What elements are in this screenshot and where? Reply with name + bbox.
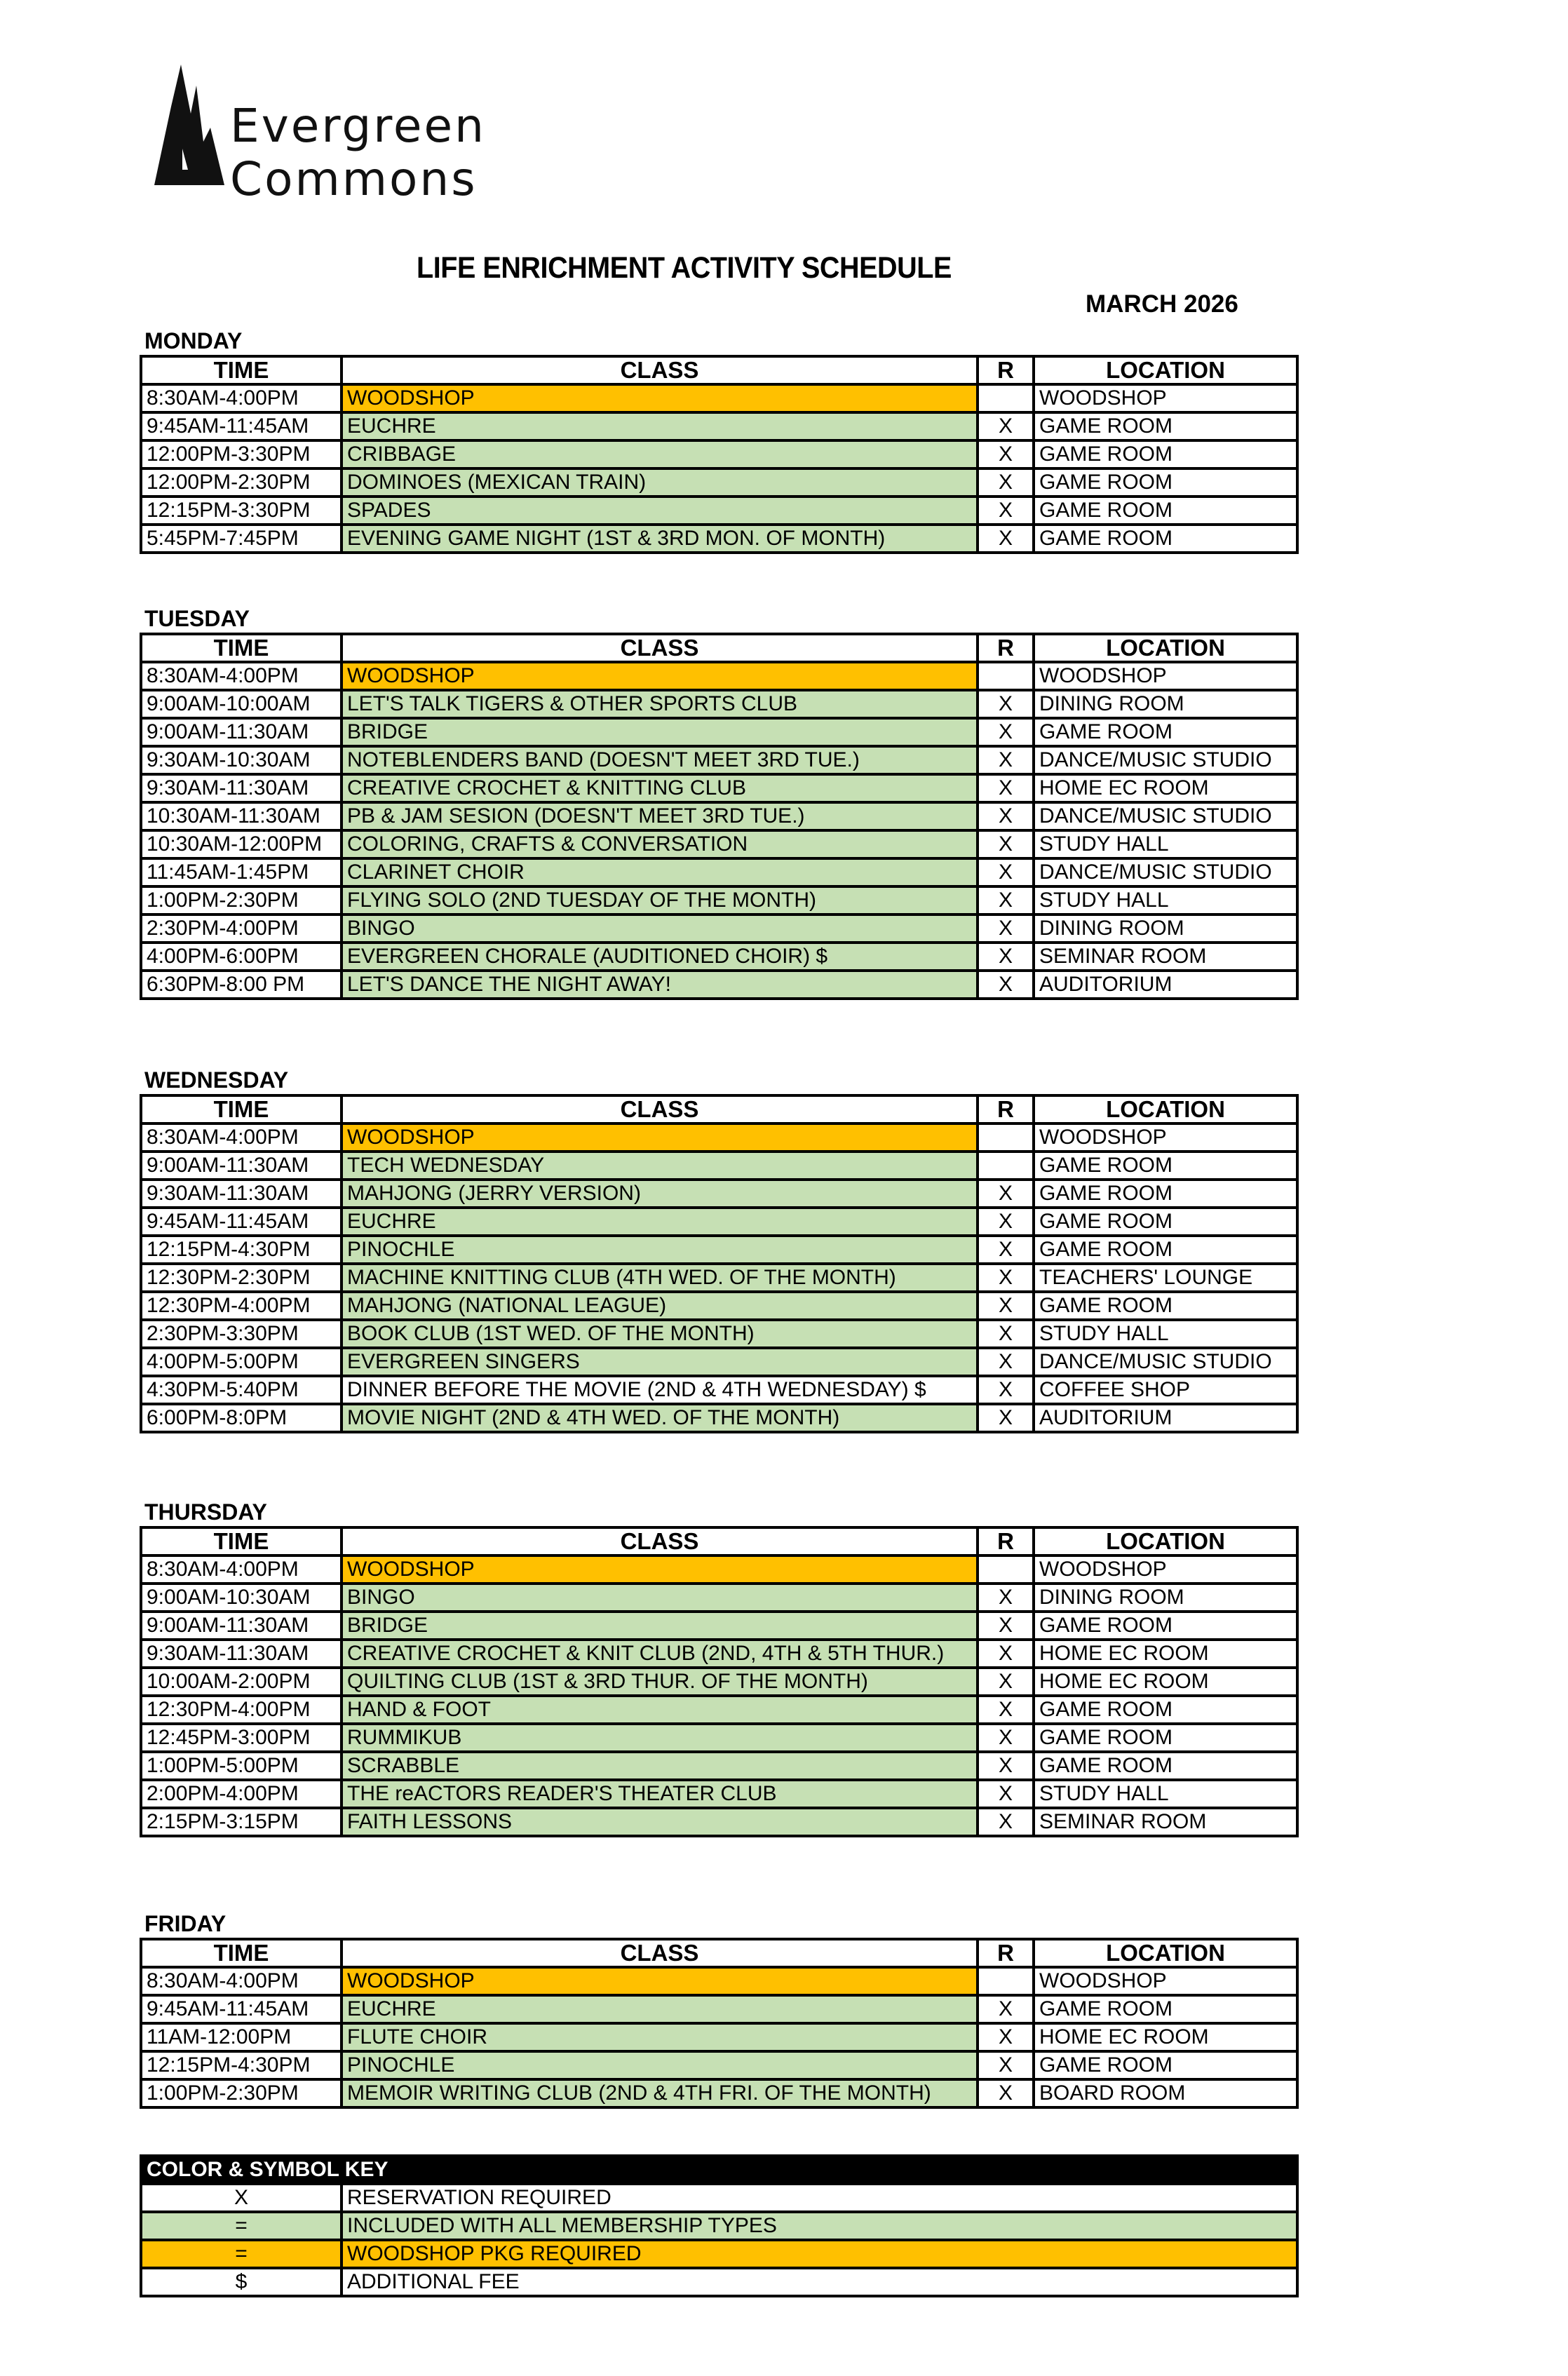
time-cell: 9:45AM-11:45AM xyxy=(141,1208,342,1236)
reservation-cell: X xyxy=(978,497,1034,525)
location-cell: GAME ROOM xyxy=(1034,1696,1297,1724)
reservation-cell: X xyxy=(978,2079,1034,2107)
reservation-cell: X xyxy=(978,914,1034,943)
r-header: R xyxy=(978,634,1034,662)
reservation-cell: X xyxy=(978,1348,1034,1376)
location-cell: COFFEE SHOP xyxy=(1034,1376,1297,1404)
time-cell: 9:30AM-10:30AM xyxy=(141,746,342,774)
location-cell: GAME ROOM xyxy=(1034,1180,1297,1208)
table-row xyxy=(141,1404,1297,1432)
class-header: CLASS xyxy=(342,1939,978,1967)
time-cell: 2:30PM-3:30PM xyxy=(141,1320,342,1348)
class-cell: CREATIVE CROCHET & KNIT CLUB (2ND, 4TH & 5TH THUR.) xyxy=(342,1640,978,1668)
class-cell: BRIDGE xyxy=(342,718,978,746)
location-cell: WOODSHOP xyxy=(1034,1555,1297,1584)
reservation-cell: X xyxy=(978,774,1034,802)
r-header: R xyxy=(978,356,1034,384)
tree-logo-icon xyxy=(154,65,224,191)
time-cell: 9:00AM-11:30AM xyxy=(141,1612,342,1640)
location-cell: AUDITORIUM xyxy=(1034,971,1297,999)
time-cell: 9:00AM-10:00AM xyxy=(141,690,342,718)
schedule-table-tuesday xyxy=(140,633,1299,1000)
class-cell: MAHJONG (JERRY VERSION) xyxy=(342,1180,978,1208)
day-label-tuesday: TUESDAY xyxy=(144,606,250,631)
time-cell: 9:30AM-11:30AM xyxy=(141,774,342,802)
table-header-row xyxy=(141,1095,1297,1123)
table-row xyxy=(141,2023,1297,2051)
class-cell: EUCHRE xyxy=(342,1995,978,2023)
table-row xyxy=(141,1668,1297,1696)
time-cell: 12:15PM-4:30PM xyxy=(141,1236,342,1264)
class-cell: EUCHRE xyxy=(342,1208,978,1236)
location-cell: GAME ROOM xyxy=(1034,412,1297,440)
location-cell: STUDY HALL xyxy=(1034,830,1297,858)
time-cell: 12:30PM-4:00PM xyxy=(141,1292,342,1320)
location-cell: WOODSHOP xyxy=(1034,384,1297,412)
table-row xyxy=(141,1584,1297,1612)
class-cell: LET'S TALK TIGERS & OTHER SPORTS CLUB xyxy=(342,690,978,718)
time-cell: 9:00AM-10:30AM xyxy=(141,1584,342,1612)
class-header: CLASS xyxy=(342,1095,978,1123)
reservation-cell: X xyxy=(978,1696,1034,1724)
class-cell: MOVIE NIGHT (2ND & 4TH WED. OF THE MONTH) xyxy=(342,1404,978,1432)
table-row xyxy=(141,830,1297,858)
location-cell: GAME ROOM xyxy=(1034,1612,1297,1640)
key-symbol: = xyxy=(141,2212,342,2240)
schedule-table-friday xyxy=(140,1938,1299,2109)
table-header-row xyxy=(141,1527,1297,1555)
reservation-cell: X xyxy=(978,2051,1034,2079)
day-label-wednesday: WEDNESDAY xyxy=(144,1067,289,1093)
reservation-cell: X xyxy=(978,1612,1034,1640)
reservation-cell: X xyxy=(978,468,1034,497)
reservation-cell: X xyxy=(978,1808,1034,1836)
table-header-row xyxy=(141,634,1297,662)
reservation-cell: X xyxy=(978,2023,1034,2051)
page-title: LIFE ENRICHMENT ACTIVITY SCHEDULE xyxy=(417,251,952,285)
time-cell: 2:00PM-4:00PM xyxy=(141,1780,342,1808)
table-row xyxy=(141,886,1297,914)
location-cell: WOODSHOP xyxy=(1034,662,1297,690)
class-cell: BINGO xyxy=(342,1584,978,1612)
time-cell: 11:45AM-1:45PM xyxy=(141,858,342,886)
class-cell: BINGO xyxy=(342,914,978,943)
key-meaning: INCLUDED WITH ALL MEMBERSHIP TYPES xyxy=(342,2212,1297,2240)
table-row xyxy=(141,858,1297,886)
location-cell: GAME ROOM xyxy=(1034,2051,1297,2079)
table-row xyxy=(141,690,1297,718)
location-cell: WOODSHOP xyxy=(1034,1123,1297,1152)
time-cell: 6:00PM-8:0PM xyxy=(141,1404,342,1432)
reservation-cell: X xyxy=(978,1180,1034,1208)
reservation-cell: X xyxy=(978,1668,1034,1696)
table-row xyxy=(141,1236,1297,1264)
time-cell: 1:00PM-2:30PM xyxy=(141,886,342,914)
time-header: TIME xyxy=(141,634,342,662)
table-row xyxy=(141,1640,1297,1668)
time-cell: 12:15PM-4:30PM xyxy=(141,2051,342,2079)
reservation-cell: X xyxy=(978,802,1034,830)
location-cell: GAME ROOM xyxy=(1034,440,1297,468)
class-cell: FLYING SOLO (2ND TUESDAY OF THE MONTH) xyxy=(342,886,978,914)
key-symbol: X xyxy=(141,2184,342,2212)
reservation-cell: X xyxy=(978,1640,1034,1668)
key-row xyxy=(141,2212,1297,2240)
class-cell: CRIBBAGE xyxy=(342,440,978,468)
day-label-thursday: THURSDAY xyxy=(144,1499,267,1525)
location-cell: BOARD ROOM xyxy=(1034,2079,1297,2107)
reservation-cell: X xyxy=(978,858,1034,886)
location-cell: STUDY HALL xyxy=(1034,1780,1297,1808)
reservation-cell xyxy=(978,1967,1034,1995)
location-header: LOCATION xyxy=(1034,1939,1297,1967)
table-row xyxy=(141,1376,1297,1404)
class-header: CLASS xyxy=(342,1527,978,1555)
time-cell: 9:45AM-11:45AM xyxy=(141,412,342,440)
class-cell: EVERGREEN SINGERS xyxy=(342,1348,978,1376)
reservation-cell xyxy=(978,384,1034,412)
day-label-friday: FRIDAY xyxy=(144,1911,227,1936)
location-cell: DANCE/MUSIC STUDIO xyxy=(1034,858,1297,886)
table-row xyxy=(141,525,1297,553)
location-cell: HOME EC ROOM xyxy=(1034,1640,1297,1668)
reservation-cell: X xyxy=(978,943,1034,971)
reservation-cell: X xyxy=(978,1780,1034,1808)
key-symbol: $ xyxy=(141,2268,342,2296)
time-cell: 12:30PM-2:30PM xyxy=(141,1264,342,1292)
reservation-cell: X xyxy=(978,1724,1034,1752)
table-header-row xyxy=(141,1939,1297,1967)
reservation-cell xyxy=(978,1123,1034,1152)
reservation-cell: X xyxy=(978,1208,1034,1236)
schedule-month: MARCH 2026 xyxy=(1086,290,1238,318)
reservation-cell: X xyxy=(978,746,1034,774)
table-row xyxy=(141,1724,1297,1752)
reservation-cell xyxy=(978,1555,1034,1584)
class-cell: CREATIVE CROCHET & KNITTING CLUB xyxy=(342,774,978,802)
evergreen-commons-logo xyxy=(154,65,519,206)
reservation-cell: X xyxy=(978,412,1034,440)
class-cell: MACHINE KNITTING CLUB (4TH WED. OF THE MONTH) xyxy=(342,1264,978,1292)
reservation-cell: X xyxy=(978,1376,1034,1404)
table-row xyxy=(141,914,1297,943)
schedule-table-monday xyxy=(140,355,1299,554)
time-cell: 4:00PM-5:00PM xyxy=(141,1348,342,1376)
class-cell: WOODSHOP xyxy=(342,662,978,690)
table-row xyxy=(141,1123,1297,1152)
class-cell: SPADES xyxy=(342,497,978,525)
location-cell: SEMINAR ROOM xyxy=(1034,1808,1297,1836)
time-cell: 11AM-12:00PM xyxy=(141,2023,342,2051)
location-cell: DANCE/MUSIC STUDIO xyxy=(1034,746,1297,774)
table-row xyxy=(141,1780,1297,1808)
table-row xyxy=(141,412,1297,440)
location-cell: HOME EC ROOM xyxy=(1034,2023,1297,2051)
location-header: LOCATION xyxy=(1034,634,1297,662)
table-row xyxy=(141,440,1297,468)
location-cell: SEMINAR ROOM xyxy=(1034,943,1297,971)
location-cell: GAME ROOM xyxy=(1034,1152,1297,1180)
logo-line1: Evergreen xyxy=(230,99,486,153)
time-cell: 12:30PM-4:00PM xyxy=(141,1696,342,1724)
logo-wordmark xyxy=(230,100,486,206)
reservation-cell: X xyxy=(978,718,1034,746)
class-cell: QUILTING CLUB (1ST & 3RD THUR. OF THE MONTH) xyxy=(342,1668,978,1696)
time-cell: 4:30PM-5:40PM xyxy=(141,1376,342,1404)
location-cell: DINING ROOM xyxy=(1034,690,1297,718)
location-header: LOCATION xyxy=(1034,1527,1297,1555)
reservation-cell: X xyxy=(978,525,1034,553)
day-label-monday: MONDAY xyxy=(144,328,243,353)
class-cell: WOODSHOP xyxy=(342,384,978,412)
class-header: CLASS xyxy=(342,634,978,662)
class-cell: EVENING GAME NIGHT (1ST & 3RD MON. OF MONTH) xyxy=(342,525,978,553)
time-cell: 9:00AM-11:30AM xyxy=(141,718,342,746)
time-cell: 9:45AM-11:45AM xyxy=(141,1995,342,2023)
location-cell: DINING ROOM xyxy=(1034,1584,1297,1612)
time-cell: 12:00PM-3:30PM xyxy=(141,440,342,468)
time-cell: 10:00AM-2:00PM xyxy=(141,1668,342,1696)
table-row xyxy=(141,1555,1297,1584)
class-cell: NOTEBLENDERS BAND (DOESN'T MEET 3RD TUE.) xyxy=(342,746,978,774)
r-header: R xyxy=(978,1527,1034,1555)
location-cell: GAME ROOM xyxy=(1034,1752,1297,1780)
class-cell: HAND & FOOT xyxy=(342,1696,978,1724)
key-header-row xyxy=(141,2156,1297,2184)
reservation-cell: X xyxy=(978,830,1034,858)
class-header: CLASS xyxy=(342,356,978,384)
time-cell: 1:00PM-2:30PM xyxy=(141,2079,342,2107)
class-cell: EUCHRE xyxy=(342,412,978,440)
table-row xyxy=(141,1995,1297,2023)
time-header: TIME xyxy=(141,356,342,384)
location-cell: GAME ROOM xyxy=(1034,718,1297,746)
time-cell: 12:15PM-3:30PM xyxy=(141,497,342,525)
class-cell: FLUTE CHOIR xyxy=(342,2023,978,2051)
table-row xyxy=(141,497,1297,525)
time-cell: 12:45PM-3:00PM xyxy=(141,1724,342,1752)
table-row xyxy=(141,718,1297,746)
location-cell: DANCE/MUSIC STUDIO xyxy=(1034,1348,1297,1376)
class-cell: COLORING, CRAFTS & CONVERSATION xyxy=(342,830,978,858)
class-cell: FAITH LESSONS xyxy=(342,1808,978,1836)
location-cell: HOME EC ROOM xyxy=(1034,1668,1297,1696)
reservation-cell: X xyxy=(978,1404,1034,1432)
class-cell: WOODSHOP xyxy=(342,1555,978,1584)
table-row xyxy=(141,1208,1297,1236)
key-row xyxy=(141,2268,1297,2296)
reservation-cell: X xyxy=(978,440,1034,468)
table-row xyxy=(141,1808,1297,1836)
location-header: LOCATION xyxy=(1034,1095,1297,1123)
table-row xyxy=(141,1292,1297,1320)
reservation-cell: X xyxy=(978,1584,1034,1612)
time-cell: 12:00PM-2:30PM xyxy=(141,468,342,497)
location-cell: WOODSHOP xyxy=(1034,1967,1297,1995)
class-cell: PINOCHLE xyxy=(342,2051,978,2079)
table-row xyxy=(141,971,1297,999)
time-cell: 9:00AM-11:30AM xyxy=(141,1152,342,1180)
class-cell: THE reACTORS READER'S THEATER CLUB xyxy=(342,1780,978,1808)
class-cell: BOOK CLUB (1ST WED. OF THE MONTH) xyxy=(342,1320,978,1348)
table-row xyxy=(141,1180,1297,1208)
time-cell: 8:30AM-4:00PM xyxy=(141,1555,342,1584)
class-cell: WOODSHOP xyxy=(342,1967,978,1995)
location-header: LOCATION xyxy=(1034,356,1297,384)
location-cell: STUDY HALL xyxy=(1034,886,1297,914)
time-cell: 5:45PM-7:45PM xyxy=(141,525,342,553)
schedule-table-wednesday xyxy=(140,1094,1299,1433)
time-cell: 8:30AM-4:00PM xyxy=(141,662,342,690)
time-cell: 8:30AM-4:00PM xyxy=(141,1967,342,1995)
reservation-cell: X xyxy=(978,1752,1034,1780)
location-cell: HOME EC ROOM xyxy=(1034,774,1297,802)
class-cell: DOMINOES (MEXICAN TRAIN) xyxy=(342,468,978,497)
time-cell: 8:30AM-4:00PM xyxy=(141,1123,342,1152)
reservation-cell: X xyxy=(978,1292,1034,1320)
class-cell: LET'S DANCE THE NIGHT AWAY! xyxy=(342,971,978,999)
class-cell: RUMMIKUB xyxy=(342,1724,978,1752)
table-row xyxy=(141,1320,1297,1348)
table-row xyxy=(141,943,1297,971)
key-title: COLOR & SYMBOL KEY xyxy=(141,2156,1297,2184)
table-row xyxy=(141,802,1297,830)
key-symbol: = xyxy=(141,2240,342,2268)
location-cell: GAME ROOM xyxy=(1034,468,1297,497)
key-meaning: WOODSHOP PKG REQUIRED xyxy=(342,2240,1297,2268)
table-row xyxy=(141,1696,1297,1724)
time-header: TIME xyxy=(141,1095,342,1123)
key-row xyxy=(141,2240,1297,2268)
location-cell: GAME ROOM xyxy=(1034,497,1297,525)
time-header: TIME xyxy=(141,1939,342,1967)
logo-line2: Commons xyxy=(230,152,478,206)
class-cell: CLARINET CHOIR xyxy=(342,858,978,886)
class-cell: WOODSHOP xyxy=(342,1123,978,1152)
class-cell: MAHJONG (NATIONAL LEAGUE) xyxy=(342,1292,978,1320)
time-cell: 4:00PM-6:00PM xyxy=(141,943,342,971)
reservation-cell: X xyxy=(978,690,1034,718)
time-cell: 1:00PM-5:00PM xyxy=(141,1752,342,1780)
reservation-cell: X xyxy=(978,1995,1034,2023)
reservation-cell: X xyxy=(978,971,1034,999)
class-cell: TECH WEDNESDAY xyxy=(342,1152,978,1180)
table-row xyxy=(141,384,1297,412)
location-cell: DANCE/MUSIC STUDIO xyxy=(1034,802,1297,830)
location-cell: GAME ROOM xyxy=(1034,1292,1297,1320)
location-cell: DINING ROOM xyxy=(1034,914,1297,943)
time-cell: 10:30AM-12:00PM xyxy=(141,830,342,858)
time-cell: 6:30PM-8:00 PM xyxy=(141,971,342,999)
time-cell: 9:30AM-11:30AM xyxy=(141,1180,342,1208)
table-row xyxy=(141,2079,1297,2107)
reservation-cell: X xyxy=(978,886,1034,914)
table-row xyxy=(141,468,1297,497)
time-cell: 8:30AM-4:00PM xyxy=(141,384,342,412)
table-row xyxy=(141,1264,1297,1292)
key-meaning: ADDITIONAL FEE xyxy=(342,2268,1297,2296)
table-header-row xyxy=(141,356,1297,384)
table-row xyxy=(141,774,1297,802)
reservation-cell xyxy=(978,662,1034,690)
location-cell: STUDY HALL xyxy=(1034,1320,1297,1348)
time-cell: 10:30AM-11:30AM xyxy=(141,802,342,830)
table-row xyxy=(141,662,1297,690)
location-cell: GAME ROOM xyxy=(1034,525,1297,553)
key-meaning: RESERVATION REQUIRED xyxy=(342,2184,1297,2212)
table-row xyxy=(141,1752,1297,1780)
table-row xyxy=(141,1967,1297,1995)
location-cell: GAME ROOM xyxy=(1034,1995,1297,2023)
time-cell: 9:30AM-11:30AM xyxy=(141,1640,342,1668)
table-row xyxy=(141,1612,1297,1640)
location-cell: AUDITORIUM xyxy=(1034,1404,1297,1432)
color-symbol-key-table xyxy=(140,2154,1299,2297)
reservation-cell xyxy=(978,1152,1034,1180)
time-header: TIME xyxy=(141,1527,342,1555)
class-cell: BRIDGE xyxy=(342,1612,978,1640)
time-cell: 2:30PM-4:00PM xyxy=(141,914,342,943)
r-header: R xyxy=(978,1095,1034,1123)
class-cell: DINNER BEFORE THE MOVIE (2ND & 4TH WEDNESDAY) $ xyxy=(342,1376,978,1404)
r-header: R xyxy=(978,1939,1034,1967)
location-cell: GAME ROOM xyxy=(1034,1724,1297,1752)
class-cell: MEMOIR WRITING CLUB (2ND & 4TH FRI. OF THE MONTH) xyxy=(342,2079,978,2107)
location-cell: GAME ROOM xyxy=(1034,1236,1297,1264)
table-row xyxy=(141,1152,1297,1180)
key-row xyxy=(141,2184,1297,2212)
table-row xyxy=(141,746,1297,774)
class-cell: PB & JAM SESION (DOESN'T MEET 3RD TUE.) xyxy=(342,802,978,830)
time-cell: 2:15PM-3:15PM xyxy=(141,1808,342,1836)
reservation-cell: X xyxy=(978,1236,1034,1264)
class-cell: EVERGREEN CHORALE (AUDITIONED CHOIR) $ xyxy=(342,943,978,971)
location-cell: GAME ROOM xyxy=(1034,1208,1297,1236)
schedule-table-thursday xyxy=(140,1526,1299,1837)
class-cell: SCRABBLE xyxy=(342,1752,978,1780)
table-row xyxy=(141,1348,1297,1376)
reservation-cell: X xyxy=(978,1264,1034,1292)
table-row xyxy=(141,2051,1297,2079)
location-cell: TEACHERS' LOUNGE xyxy=(1034,1264,1297,1292)
class-cell: PINOCHLE xyxy=(342,1236,978,1264)
reservation-cell: X xyxy=(978,1320,1034,1348)
